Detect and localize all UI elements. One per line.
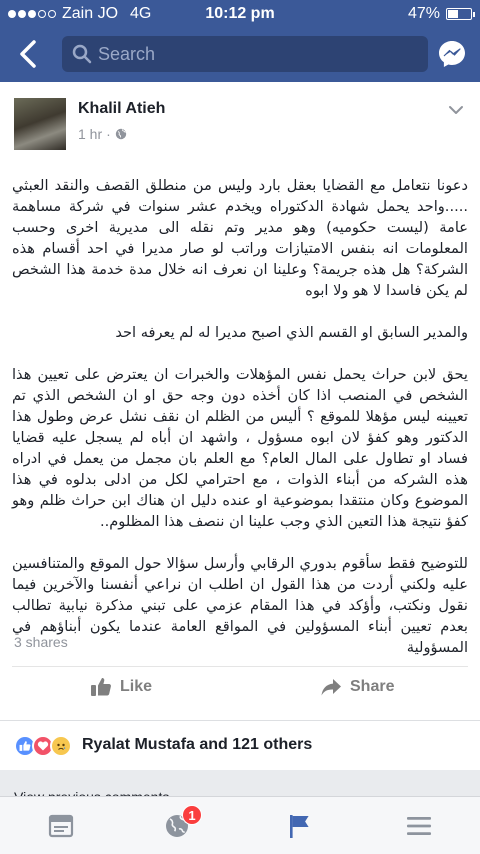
author-avatar[interactable] [14,98,66,150]
share-label: Share [350,678,395,695]
reaction-icons [14,735,68,757]
battery-icon [446,8,472,20]
flag-icon[interactable] [284,811,314,841]
bottom-tab-bar [0,796,480,854]
notification-badge: 1 [182,805,202,825]
share-count[interactable]: 3 shares [14,634,68,650]
search-icon [72,44,92,64]
post-body [12,154,468,679]
post-meta [78,126,127,142]
like-label: Like [120,678,153,695]
meta-separator: · [106,126,111,142]
thumbs-up-icon [90,676,112,698]
news-feed-icon[interactable] [46,811,76,841]
network-type: 4G [130,5,152,22]
menu-icon[interactable] [404,811,434,841]
post-time[interactable]: 1 hr [78,126,103,142]
reactions-bar[interactable] [0,720,480,770]
reactions-summary[interactable]: Ryalat Mustafa and 121 others [82,736,313,753]
public-globe-icon [115,128,127,140]
post-paragraph: للتوضيح فقط سأقوم بدوري الرقابي وأرسل سؤالا حول الموقع والمتنافسين عليه ولكني أردت من هذا القول ان اطلب ان نراعي أنفسنا والآخرين فيما نقول ونكتب، وأؤكد في هذا المقام عزمي على تبني مذكرة نيابية تطالب بعدم تعيين أبناء المسؤولين في المواقع العامة عندما يكون أبناؤهم في المسؤولية [12,555,468,656]
nav-row [0,32,480,76]
chevron-down-icon[interactable] [448,102,464,118]
post-paragraph: والمدير السابق او القسم الذي اصبح مديرا له لم يعرفه احد [115,324,468,341]
post-author[interactable]: Khalil Atieh [78,100,166,117]
post-paragraph: دعونا نتعامل مع القضايا بعقل بارد وليس من منطلق القصف والنقد العبثي .....واحد يحمل شهادة الدكتوراه ويخدم عشر سنوات في شركة مساهمة عامة (ليست حكوميه) وهو مدير وتم نقله الى مديرية اخرى وحسب المعلومات انه بنفس الامتيازات وراتب لو صار مديرا في احد أقسام هذه الشركة؟ هل هذه جريمة؟ وعلينا ان نعرف انه خلال مدة خدمة هذا الشخص لم يكن فاسدا لا هو ولا ابوه [12,177,468,299]
share-button[interactable] [320,676,394,698]
clock: 10:12 pm [205,5,275,22]
like-button[interactable] [90,676,152,698]
status-bar [0,0,480,28]
divider [12,666,468,667]
messenger-icon[interactable] [436,38,468,70]
battery-percent: 47% [407,5,440,22]
search-bar[interactable] [62,36,428,72]
post-card [0,82,480,720]
back-arrow-icon[interactable] [14,36,44,72]
post-paragraph: يحق لابن حراث يحمل نفس المؤهلات والخبرات ان يعترض على تعيين هذا الشخص في المنصب اذا كان أخذه دون وجه حق او ان الشخص الذي تم تعيينه ليس مؤهلا للموقع ؟ أليس من الظلم ان نقف نشل عرض وطول هذا الدكتور وهو كفؤ لان ابوه مسؤول ، واشهد ان أباه لم يسجل عليه قضايا فساد او تطاول على المال العام؟ مع العلم بان مجمل من يعمل في ادراه هذه الشركه من أبناء الذوات ، مع احترامي لكل من ادلى بدلوه في هذا الموضوع وكان منتقدا بموضوعية او عنده دليل ان هناك ابن حراث ظلم وهو كفؤ نتيجة هذا التعين الذي وجب علينا ان ننصف هذا المظلوم.. [12,366,468,530]
share-arrow-icon [320,676,342,698]
sad-reaction-icon [50,735,72,757]
top-bar [0,0,480,82]
notifications-tab[interactable] [162,808,196,841]
search-input[interactable] [98,36,418,72]
carrier-name: Zain JO [62,5,119,22]
